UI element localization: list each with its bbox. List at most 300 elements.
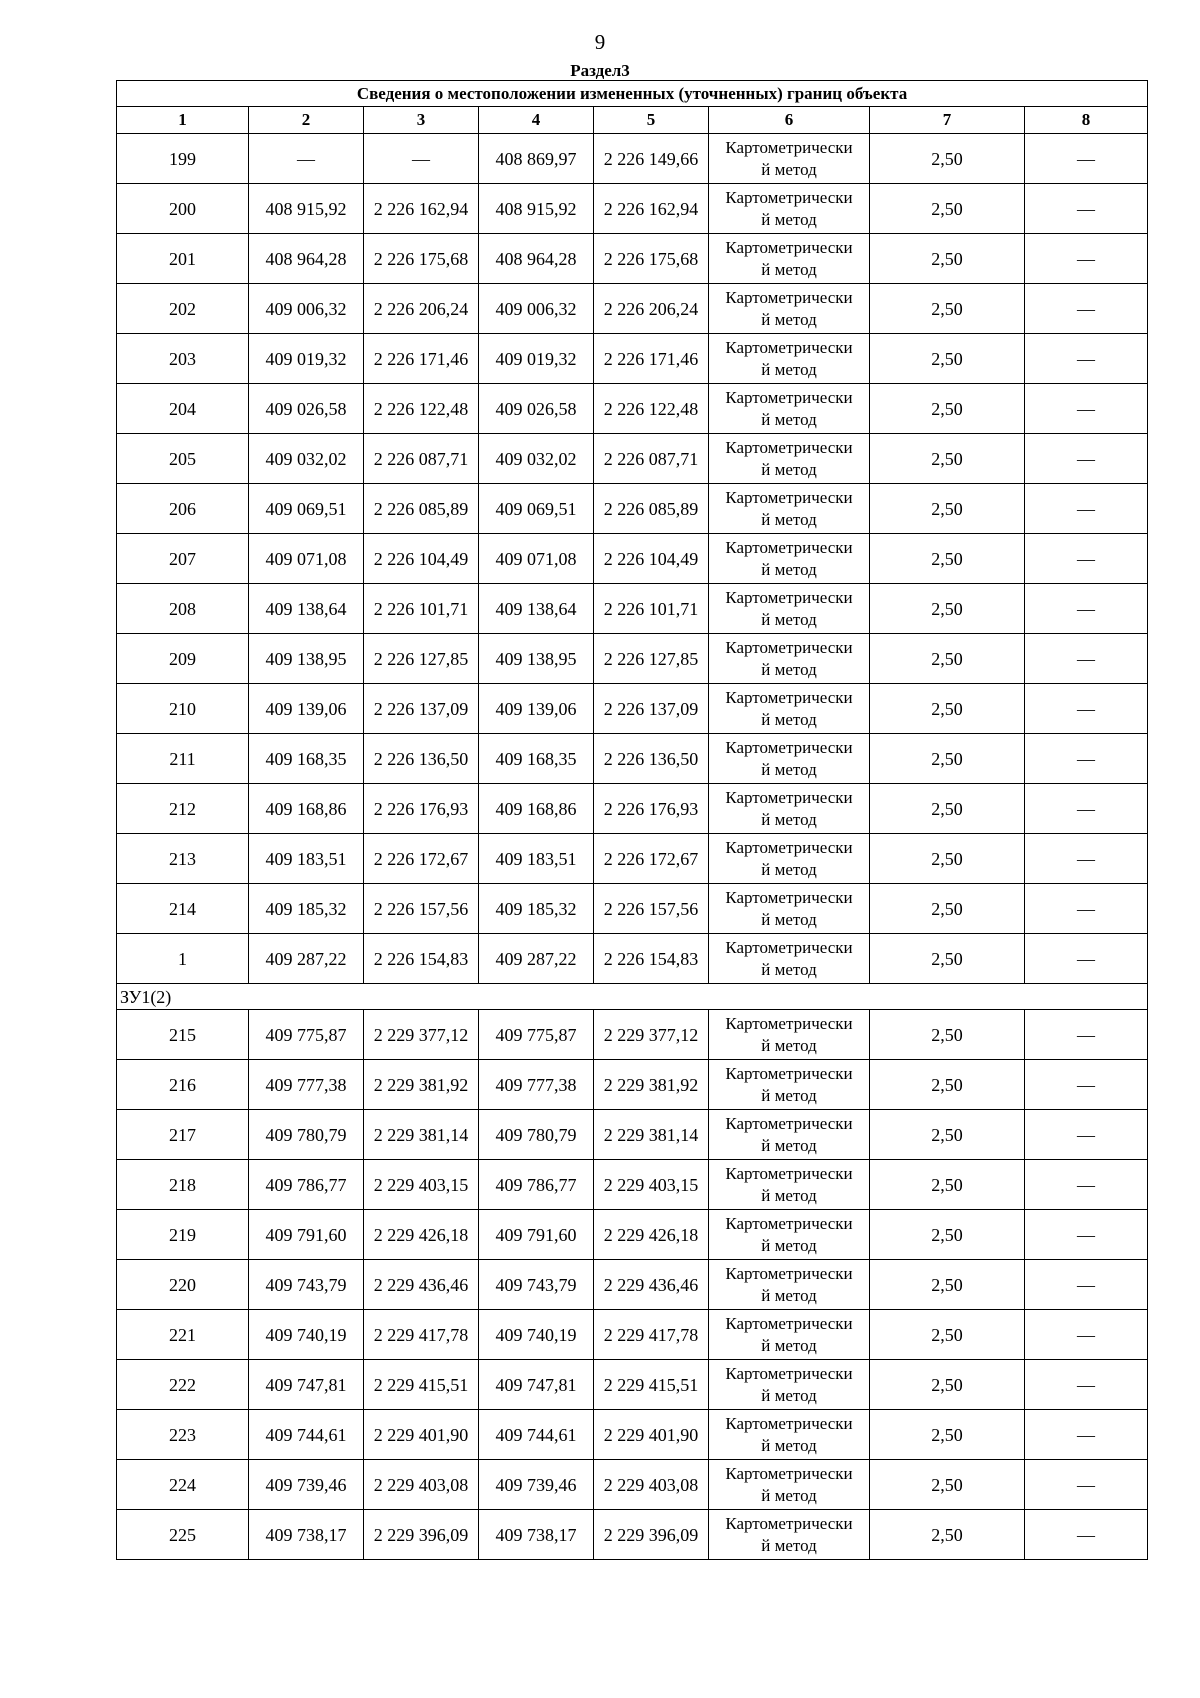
coord-y-old: —: [364, 134, 479, 184]
point-number: 218: [117, 1160, 249, 1210]
description-cell: —: [1025, 184, 1148, 234]
accuracy-value: 2,50: [870, 1510, 1025, 1560]
coord-y-new: 2 226 172,67: [594, 834, 709, 884]
method-text-line2: й метод: [761, 709, 817, 729]
method-cell: [709, 1510, 870, 1560]
coord-y-old: 2 226 122,48: [364, 384, 479, 434]
coord-x-new: 409 019,32: [479, 334, 594, 384]
column-number: 8: [1025, 107, 1148, 134]
coord-x-old: 409 019,32: [249, 334, 364, 384]
point-number: 212: [117, 784, 249, 834]
coord-x-new: 409 739,46: [479, 1460, 594, 1510]
coord-y-new: 2 226 101,71: [594, 584, 709, 634]
method-text-line2: й метод: [761, 409, 817, 429]
coord-y-new: 2 226 149,66: [594, 134, 709, 184]
method-cell: [709, 934, 870, 984]
coord-x-old: 409 139,06: [249, 684, 364, 734]
description-cell: —: [1025, 1460, 1148, 1510]
coord-y-old: 2 226 101,71: [364, 584, 479, 634]
method-text-line2: й метод: [761, 859, 817, 879]
accuracy-value: 2,50: [870, 1110, 1025, 1160]
method-cell: [709, 1260, 870, 1310]
column-number-row: [117, 107, 1148, 134]
coord-y-new: 2 229 377,12: [594, 1010, 709, 1060]
coord-x-new: 409 138,64: [479, 584, 594, 634]
method-text-line2: й метод: [761, 1035, 817, 1055]
coord-y-new: 2 226 122,48: [594, 384, 709, 434]
table-row: [117, 934, 1148, 984]
coord-x-new: 408 869,97: [479, 134, 594, 184]
coord-x-old: 409 032,02: [249, 434, 364, 484]
method-text-line2: й метод: [761, 1235, 817, 1255]
description-cell: —: [1025, 834, 1148, 884]
coord-y-old: 2 226 087,71: [364, 434, 479, 484]
method-text-line2: й метод: [761, 759, 817, 779]
coord-x-old: 409 786,77: [249, 1160, 364, 1210]
method-text-line2: й метод: [761, 609, 817, 629]
point-number: 207: [117, 534, 249, 584]
method-cell: [709, 1210, 870, 1260]
point-number: 208: [117, 584, 249, 634]
point-number: 219: [117, 1210, 249, 1260]
coord-x-new: 409 032,02: [479, 434, 594, 484]
method-text-line1: Картометрически: [725, 887, 853, 907]
method-text-line2: й метод: [761, 559, 817, 579]
method-cell: [709, 1060, 870, 1110]
point-number: 214: [117, 884, 249, 934]
coord-x-old: 409 138,64: [249, 584, 364, 634]
table-row: [117, 284, 1148, 334]
method-cell: [709, 1460, 870, 1510]
method-cell: [709, 334, 870, 384]
method-text-line1: Картометрически: [725, 787, 853, 807]
description-cell: —: [1025, 534, 1148, 584]
point-number: 224: [117, 1460, 249, 1510]
description-cell: —: [1025, 484, 1148, 534]
accuracy-value: 2,50: [870, 1010, 1025, 1060]
coord-y-new: 2 229 415,51: [594, 1360, 709, 1410]
accuracy-value: 2,50: [870, 784, 1025, 834]
coord-y-old: 2 226 127,85: [364, 634, 479, 684]
coord-y-new: 2 229 436,46: [594, 1260, 709, 1310]
method-text-line1: Картометрически: [725, 487, 853, 507]
point-number: 215: [117, 1010, 249, 1060]
coord-x-new: 408 915,92: [479, 184, 594, 234]
coord-x-new: 409 740,19: [479, 1310, 594, 1360]
accuracy-value: 2,50: [870, 1160, 1025, 1210]
accuracy-value: 2,50: [870, 484, 1025, 534]
coord-x-old: 409 740,19: [249, 1310, 364, 1360]
point-number: 220: [117, 1260, 249, 1310]
method-cell: [709, 834, 870, 884]
boundary-table: [116, 80, 1148, 1560]
coord-y-old: 2 226 137,09: [364, 684, 479, 734]
point-number: 203: [117, 334, 249, 384]
method-text-line1: Картометрически: [725, 437, 853, 457]
method-text-line1: Картометрически: [725, 1013, 853, 1033]
method-cell: [709, 1310, 870, 1360]
method-text-line2: й метод: [761, 309, 817, 329]
coord-x-new: 408 964,28: [479, 234, 594, 284]
accuracy-value: 2,50: [870, 1060, 1025, 1110]
method-cell: [709, 584, 870, 634]
table-row: [117, 734, 1148, 784]
coord-x-new: 409 786,77: [479, 1160, 594, 1210]
coord-x-old: 409 777,38: [249, 1060, 364, 1110]
coord-x-new: 409 138,95: [479, 634, 594, 684]
page-number: 9: [594, 30, 606, 54]
description-cell: —: [1025, 334, 1148, 384]
table-row: [117, 1260, 1148, 1310]
point-number: 204: [117, 384, 249, 434]
table-row: [117, 384, 1148, 434]
coord-y-old: 2 229 396,09: [364, 1510, 479, 1560]
description-cell: —: [1025, 434, 1148, 484]
coord-x-new: 409 006,32: [479, 284, 594, 334]
coord-y-new: 2 229 381,14: [594, 1110, 709, 1160]
method-text-line1: Картометрически: [725, 137, 853, 157]
description-cell: —: [1025, 284, 1148, 334]
method-text-line1: Картометрически: [725, 1263, 853, 1283]
table-caption: Сведения о местоположении измененных (уточненных) границ объекта: [117, 81, 1148, 107]
accuracy-value: 2,50: [870, 1360, 1025, 1410]
table-row: [117, 784, 1148, 834]
coord-x-old: 408 964,28: [249, 234, 364, 284]
coord-y-old: 2 226 176,93: [364, 784, 479, 834]
column-number: 1: [117, 107, 249, 134]
table-row: [117, 234, 1148, 284]
point-number: 209: [117, 634, 249, 684]
table-row: [117, 134, 1148, 184]
accuracy-value: 2,50: [870, 434, 1025, 484]
coord-y-new: 2 226 154,83: [594, 934, 709, 984]
method-text-line2: й метод: [761, 809, 817, 829]
method-text-line1: Картометрически: [725, 637, 853, 657]
coord-y-old: 2 226 172,67: [364, 834, 479, 884]
method-cell: [709, 884, 870, 934]
table-row: [117, 184, 1148, 234]
accuracy-value: 2,50: [870, 834, 1025, 884]
table-row: [117, 1060, 1148, 1110]
point-number: 213: [117, 834, 249, 884]
coord-x-new: 409 287,22: [479, 934, 594, 984]
coord-x-new: 409 183,51: [479, 834, 594, 884]
coord-y-new: 2 229 426,18: [594, 1210, 709, 1260]
coord-x-new: 409 738,17: [479, 1510, 594, 1560]
table-row: [117, 834, 1148, 884]
coord-y-new: 2 226 176,93: [594, 784, 709, 834]
coord-y-new: 2 226 175,68: [594, 234, 709, 284]
description-cell: —: [1025, 634, 1148, 684]
description-cell: —: [1025, 684, 1148, 734]
accuracy-value: 2,50: [870, 1410, 1025, 1460]
coord-y-old: 2 229 417,78: [364, 1310, 479, 1360]
accuracy-value: 2,50: [870, 934, 1025, 984]
coord-x-old: 409 744,61: [249, 1410, 364, 1460]
coord-y-new: 2 229 401,90: [594, 1410, 709, 1460]
method-cell: [709, 134, 870, 184]
coord-y-old: 2 229 415,51: [364, 1360, 479, 1410]
method-cell: [709, 1410, 870, 1460]
coord-x-new: 409 026,58: [479, 384, 594, 434]
coord-x-new: 409 168,35: [479, 734, 594, 784]
coord-x-new: 409 775,87: [479, 1010, 594, 1060]
point-number: 202: [117, 284, 249, 334]
coord-x-old: 409 739,46: [249, 1460, 364, 1510]
method-text-line1: Картометрически: [725, 1513, 853, 1533]
coord-x-old: 409 168,86: [249, 784, 364, 834]
coord-x-old: 409 168,35: [249, 734, 364, 784]
coord-y-old: 2 229 403,08: [364, 1460, 479, 1510]
coord-y-new: 2 229 396,09: [594, 1510, 709, 1560]
coord-y-old: 2 229 381,14: [364, 1110, 479, 1160]
method-text-line2: й метод: [761, 509, 817, 529]
method-text-line1: Картометрически: [725, 687, 853, 707]
table-row: [117, 1010, 1148, 1060]
table-row: [117, 484, 1148, 534]
point-number: 206: [117, 484, 249, 534]
point-number: 217: [117, 1110, 249, 1160]
coord-y-old: 2 226 162,94: [364, 184, 479, 234]
coord-y-new: 2 226 162,94: [594, 184, 709, 234]
method-text-line1: Картометрически: [725, 337, 853, 357]
table-row: [117, 334, 1148, 384]
accuracy-value: 2,50: [870, 134, 1025, 184]
method-text-line1: Картометрически: [725, 187, 853, 207]
method-cell: [709, 634, 870, 684]
table-row: [117, 1310, 1148, 1360]
point-number: 225: [117, 1510, 249, 1560]
method-text-line2: й метод: [761, 159, 817, 179]
coord-y-new: 2 226 087,71: [594, 434, 709, 484]
point-number: 200: [117, 184, 249, 234]
method-text-line1: Картометрически: [725, 537, 853, 557]
description-cell: —: [1025, 1210, 1148, 1260]
table-row: [117, 884, 1148, 934]
table-row: [117, 634, 1148, 684]
coord-y-old: 2 226 085,89: [364, 484, 479, 534]
description-cell: —: [1025, 934, 1148, 984]
coord-x-old: 409 738,17: [249, 1510, 364, 1560]
method-cell: [709, 1110, 870, 1160]
description-cell: —: [1025, 1510, 1148, 1560]
method-text-line2: й метод: [761, 1285, 817, 1305]
description-cell: —: [1025, 134, 1148, 184]
method-text-line1: Картометрически: [725, 737, 853, 757]
column-number: 7: [870, 107, 1025, 134]
point-number: 199: [117, 134, 249, 184]
coord-y-old: 2 229 426,18: [364, 1210, 479, 1260]
coord-x-new: 409 069,51: [479, 484, 594, 534]
method-text-line1: Картометрически: [725, 387, 853, 407]
coord-y-old: 2 229 401,90: [364, 1410, 479, 1460]
method-cell: [709, 284, 870, 334]
method-cell: [709, 784, 870, 834]
method-cell: [709, 684, 870, 734]
column-number: 4: [479, 107, 594, 134]
column-number: 3: [364, 107, 479, 134]
method-text-line2: й метод: [761, 209, 817, 229]
coord-y-new: 2 226 157,56: [594, 884, 709, 934]
description-cell: —: [1025, 1160, 1148, 1210]
column-number: 5: [594, 107, 709, 134]
coord-y-new: 2 226 171,46: [594, 334, 709, 384]
method-text-line2: й метод: [761, 1335, 817, 1355]
coord-x-old: —: [249, 134, 364, 184]
coord-y-old: 2 229 436,46: [364, 1260, 479, 1310]
coord-y-new: 2 229 403,15: [594, 1160, 709, 1210]
description-cell: —: [1025, 234, 1148, 284]
coord-y-new: 2 226 136,50: [594, 734, 709, 784]
coord-x-new: 409 791,60: [479, 1210, 594, 1260]
point-number: 201: [117, 234, 249, 284]
method-text-line1: Картометрически: [725, 1313, 853, 1333]
coord-x-old: 409 183,51: [249, 834, 364, 884]
coord-y-old: 2 226 154,83: [364, 934, 479, 984]
coord-y-old: 2 229 381,92: [364, 1060, 479, 1110]
coord-y-new: 2 229 417,78: [594, 1310, 709, 1360]
table-row: [117, 1210, 1148, 1260]
table-row: [117, 684, 1148, 734]
accuracy-value: 2,50: [870, 284, 1025, 334]
method-text-line1: Картометрически: [725, 937, 853, 957]
coord-x-new: 409 747,81: [479, 1360, 594, 1410]
method-cell: [709, 434, 870, 484]
coord-y-new: 2 226 085,89: [594, 484, 709, 534]
coord-y-new: 2 226 206,24: [594, 284, 709, 334]
accuracy-value: 2,50: [870, 634, 1025, 684]
table-row: [117, 1410, 1148, 1460]
section-title: Раздел3: [570, 61, 630, 80]
table-row: [117, 1160, 1148, 1210]
method-text-line2: й метод: [761, 1485, 817, 1505]
coord-x-old: 409 069,51: [249, 484, 364, 534]
coord-x-new: 409 139,06: [479, 684, 594, 734]
table-row: [117, 1460, 1148, 1510]
method-cell: [709, 734, 870, 784]
method-text-line2: й метод: [761, 1535, 817, 1555]
point-number: 222: [117, 1360, 249, 1410]
coord-y-old: 2 229 403,15: [364, 1160, 479, 1210]
table-row: [117, 584, 1148, 634]
method-text-line2: й метод: [761, 1435, 817, 1455]
coord-x-new: 409 780,79: [479, 1110, 594, 1160]
point-number: 210: [117, 684, 249, 734]
table-row: [117, 434, 1148, 484]
method-cell: [709, 384, 870, 434]
table-row: [117, 534, 1148, 584]
point-number: 221: [117, 1310, 249, 1360]
table-row: [117, 1360, 1148, 1410]
coord-x-new: 409 777,38: [479, 1060, 594, 1110]
method-cell: [709, 1360, 870, 1410]
column-number: 2: [249, 107, 364, 134]
description-cell: —: [1025, 1410, 1148, 1460]
coord-x-new: 409 071,08: [479, 534, 594, 584]
point-number: 205: [117, 434, 249, 484]
accuracy-value: 2,50: [870, 734, 1025, 784]
description-cell: —: [1025, 1260, 1148, 1310]
description-cell: —: [1025, 1010, 1148, 1060]
coord-y-old: 2 229 377,12: [364, 1010, 479, 1060]
group-label: ЗУ1(2): [117, 984, 1148, 1010]
method-cell: [709, 534, 870, 584]
method-cell: [709, 484, 870, 534]
coord-x-old: 409 743,79: [249, 1260, 364, 1310]
coord-x-new: 409 168,86: [479, 784, 594, 834]
point-number: 216: [117, 1060, 249, 1110]
coord-x-old: 409 780,79: [249, 1110, 364, 1160]
method-text-line1: Картометрически: [725, 1463, 853, 1483]
coord-y-new: 2 226 104,49: [594, 534, 709, 584]
coord-x-old: 409 791,60: [249, 1210, 364, 1260]
description-cell: —: [1025, 884, 1148, 934]
point-number: 223: [117, 1410, 249, 1460]
method-text-line1: Картометрически: [725, 837, 853, 857]
coord-y-new: 2 226 127,85: [594, 634, 709, 684]
accuracy-value: 2,50: [870, 334, 1025, 384]
method-text-line2: й метод: [761, 659, 817, 679]
coord-y-new: 2 229 403,08: [594, 1460, 709, 1510]
coord-x-old: 409 287,22: [249, 934, 364, 984]
coord-x-old: 409 006,32: [249, 284, 364, 334]
coord-y-old: 2 226 104,49: [364, 534, 479, 584]
method-text-line1: Картометрически: [725, 1213, 853, 1233]
table-row: [117, 1510, 1148, 1560]
column-number: 6: [709, 107, 870, 134]
method-cell: [709, 184, 870, 234]
accuracy-value: 2,50: [870, 884, 1025, 934]
method-text-line1: Картометрически: [725, 1113, 853, 1133]
accuracy-value: 2,50: [870, 1260, 1025, 1310]
coord-x-new: 409 185,32: [479, 884, 594, 934]
accuracy-value: 2,50: [870, 1210, 1025, 1260]
method-text-line2: й метод: [761, 259, 817, 279]
method-text-line1: Картометрически: [725, 1363, 853, 1383]
point-number: 211: [117, 734, 249, 784]
coord-x-old: 408 915,92: [249, 184, 364, 234]
method-text-line1: Картометрически: [725, 587, 853, 607]
point-number: 1: [117, 934, 249, 984]
description-cell: —: [1025, 734, 1148, 784]
method-text-line2: й метод: [761, 959, 817, 979]
coord-y-old: 2 226 175,68: [364, 234, 479, 284]
coord-y-new: 2 226 137,09: [594, 684, 709, 734]
method-cell: [709, 1010, 870, 1060]
method-text-line1: Картометрически: [725, 1163, 853, 1183]
method-text-line1: Картометрически: [725, 237, 853, 257]
accuracy-value: 2,50: [870, 584, 1025, 634]
accuracy-value: 2,50: [870, 1310, 1025, 1360]
description-cell: —: [1025, 1310, 1148, 1360]
coord-x-new: 409 743,79: [479, 1260, 594, 1310]
table-body: [117, 134, 1148, 1560]
table-row: [117, 1110, 1148, 1160]
method-text-line2: й метод: [761, 1085, 817, 1105]
description-cell: —: [1025, 384, 1148, 434]
accuracy-value: 2,50: [870, 1460, 1025, 1510]
method-text-line2: й метод: [761, 909, 817, 929]
coord-y-old: 2 226 206,24: [364, 284, 479, 334]
method-text-line2: й метод: [761, 1135, 817, 1155]
description-cell: —: [1025, 784, 1148, 834]
description-cell: —: [1025, 1060, 1148, 1110]
accuracy-value: 2,50: [870, 684, 1025, 734]
method-text-line1: Картометрически: [725, 1063, 853, 1083]
method-cell: [709, 234, 870, 284]
coord-y-old: 2 226 157,56: [364, 884, 479, 934]
accuracy-value: 2,50: [870, 184, 1025, 234]
